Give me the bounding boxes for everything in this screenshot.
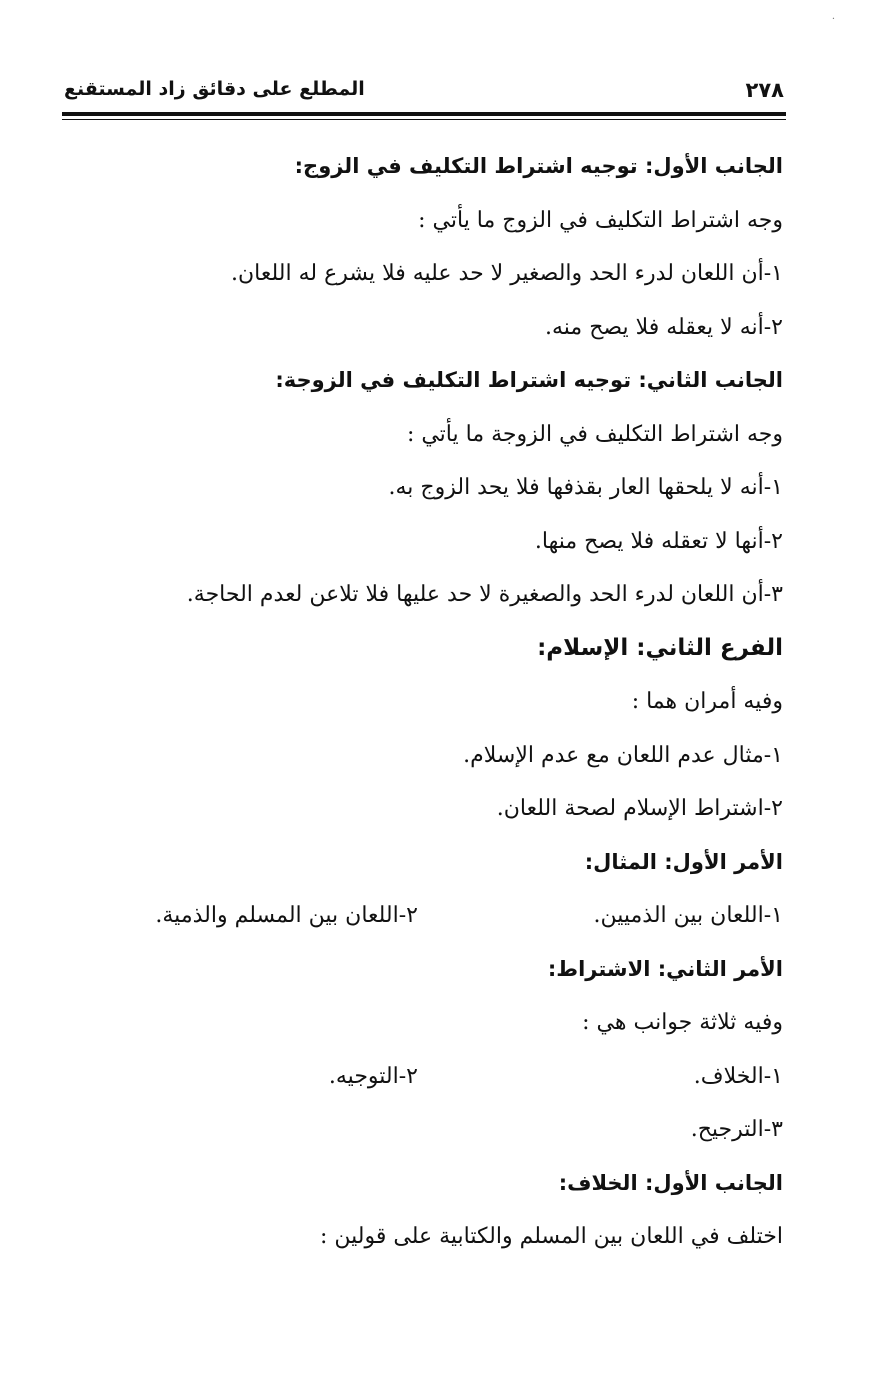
list-item: ٢-أنها لا تعقله فلا يصح منها.: [534, 528, 783, 554]
list-item: ١-الخلاف.: [693, 1063, 783, 1089]
list-item: ٣-الترجيح.: [690, 1117, 783, 1142]
list-item: ١-أن اللعان لدرء الحد والصغير لا حد عليه فلا يشرع له اللعان.: [231, 261, 783, 286]
paragraph: وفيه ثلاثة جوانب هي :: [582, 1010, 783, 1035]
section-heading: الجانب الثاني: توجيه اشتراط التكليف في الزوجة:: [275, 368, 783, 392]
header-rule-thick: [62, 112, 786, 116]
list-item: ٢-اشتراط الإسلام لصحة اللعان.: [496, 796, 783, 821]
page-header: [64, 78, 784, 108]
list-item: ٢-التوجيه.: [328, 1063, 418, 1089]
list-item: ٣-أن اللعان لدرء الحد والصغيرة لا حد عليها فلا تلاعن لعدم الحاجة.: [186, 582, 783, 607]
list-item: ١-مثال عدم اللعان مع عدم الإسلام.: [463, 742, 783, 768]
section-heading: الجانب الأول: توجيه اشتراط التكليف في الزوج:: [294, 154, 783, 178]
list-item: ٢-اللعان بين المسلم والذمية.: [155, 903, 418, 928]
section-heading: الجانب الأول: الخلاف:: [558, 1170, 783, 1195]
page-body: [103, 140, 783, 1264]
list-item: ١-أنه لا يلحقها العار بقذفها فلا يحد الزوج به.: [388, 475, 783, 500]
section-heading: الأمر الأول: المثال:: [584, 849, 783, 874]
branch-heading: الفرع الثاني: الإسلام:: [537, 634, 783, 661]
page-number: ٢٧٨: [745, 78, 784, 102]
paragraph: وجه اشتراط التكليف في الزوج ما يأتي :: [418, 207, 783, 233]
list-item: ١-اللعان بين الذميين.: [593, 903, 783, 928]
list-item: ٢-أنه لا يعقله فلا يصح منه.: [544, 314, 783, 340]
scan-mark: ·: [831, 14, 835, 25]
paragraph: اختلف في اللعان بين المسلم والكتابية على قولين :: [320, 1224, 783, 1249]
paragraph: وفيه أمران هما :: [631, 689, 783, 714]
paragraph: وجه اشتراط التكليف في الزوجة ما يأتي :: [406, 421, 783, 447]
header-rule-thin: [62, 119, 786, 120]
two-column-row: [103, 889, 783, 943]
section-heading: الأمر الثاني: الاشتراط:: [547, 956, 783, 981]
two-column-row: [103, 1050, 783, 1104]
book-title: المطلع على دقائق زاد المستقنع: [64, 78, 365, 100]
